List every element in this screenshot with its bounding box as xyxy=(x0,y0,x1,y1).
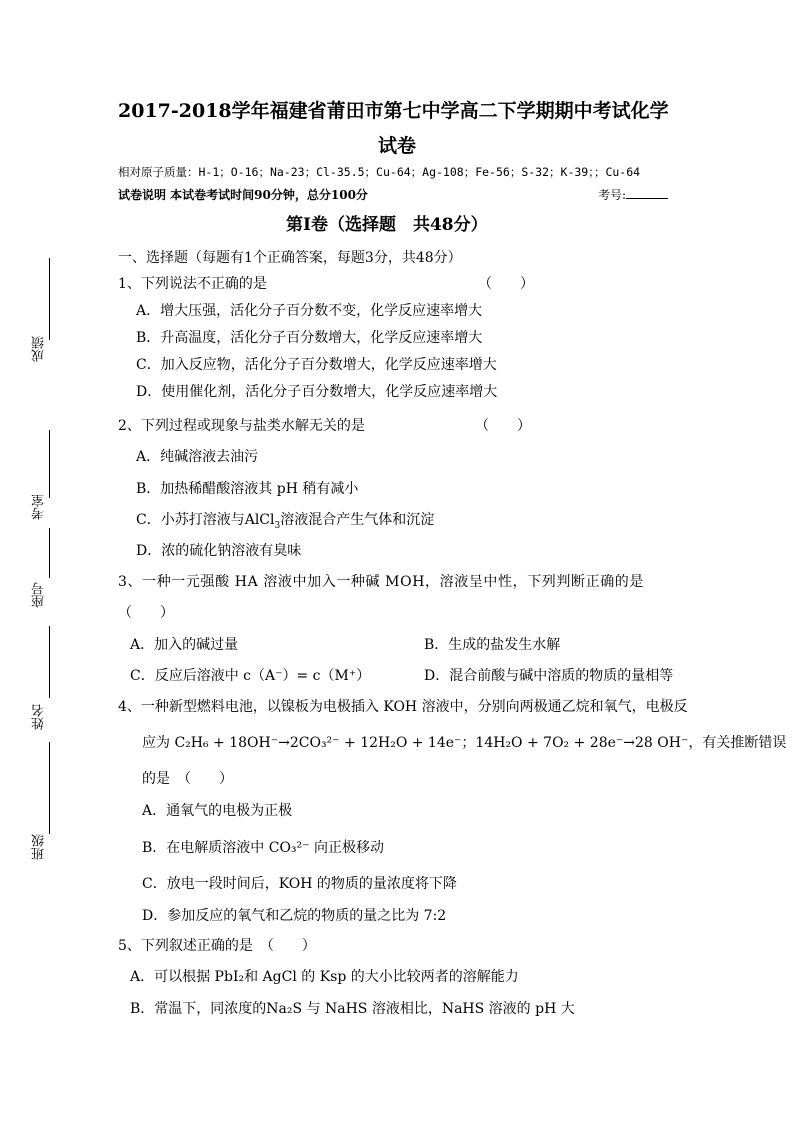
q3-stem: 3、一种一元强酸 HA 溶液中加入一种碱 MOH，溶液呈中性，下列判断正确的是 xyxy=(118,574,644,590)
q5-option-a: A．可以根据 PbI₂和 AgCl 的 Ksp 的大小比较两者的溶解能力 xyxy=(130,969,519,985)
q5-stem: 5、下列叙述正确的是 （ ） xyxy=(118,938,316,954)
q1-stem: 1、下列说法不正确的是 xyxy=(118,276,267,292)
q2-option-d: D．浓的硫化钠溶液有臭味 xyxy=(136,543,302,559)
q2-paren: （ ） xyxy=(475,418,531,434)
q5-option-b: B．常温下，同浓度的Na₂S 与 NaHS 溶液相比，NaHS 溶液的 pH 大 xyxy=(130,1001,575,1017)
q3-option-c: C．反应后溶液中 c（A⁻）= c（M⁺） xyxy=(130,668,371,684)
sidebar-line-class xyxy=(49,742,50,834)
q1-option-d: D．使用催化剂，活化分子百分数增大，化学反应速率增大 xyxy=(136,384,498,400)
q3-option-a: A．加入的碱过量 xyxy=(130,637,239,653)
exam-instructions: 试卷说明 本试卷考试时间90分钟，总分100分 xyxy=(118,188,368,202)
q4-stem-tail: 的是 （ ） xyxy=(142,771,233,787)
q1-option-b: B．升高温度，活化分子百分数增大，化学反应速率增大 xyxy=(136,330,483,346)
q1-paren: （ ） xyxy=(478,276,534,292)
doc-title-line2: 试卷 xyxy=(378,135,417,157)
q2-option-b: B．加热稀醋酸溶液其 pH 稍有减小 xyxy=(136,481,359,497)
exam-number-blank xyxy=(626,186,668,199)
q2-option-c-pre: C．小苏打溶液与AlCl xyxy=(136,512,275,528)
q1-option-c: C．加入反应物，活化分子百分数增大，化学反应速率增大 xyxy=(136,357,497,373)
atomic-masses: 相对原子质量：H-1；O-16；Na-23；Cl-35.5；Cu-64；Ag-108；Fe-56；S-32；K-39；；Cu-64 xyxy=(118,165,641,179)
sidebar-room-label: 考室 xyxy=(32,494,47,520)
sidebar-name-label: 姓名 xyxy=(32,704,47,730)
exam-number-field xyxy=(598,186,668,203)
sidebar-line-name xyxy=(49,626,50,698)
q4-equation-line: 应为 C₂H₆ + 18OH⁻→2CO₃²⁻ + 12H₂O + 14e⁻；14H₂O + 7O₂ + 28e⁻→28 OH⁻，有关推断错误 xyxy=(142,735,787,751)
part1-heading: 一、选择题（每题有1个正确答案，每题3分，共48分） xyxy=(118,250,462,266)
sidebar-seat-label: 座号 xyxy=(32,582,47,608)
q2-option-c-post: 溶液混合产生气体和沉淀 xyxy=(280,512,435,528)
q2-stem: 2、下列过程或现象与盐类水解无关的是 xyxy=(118,418,365,434)
q2-option-c xyxy=(136,509,434,531)
q3-option-b: B．生成的盐发生水解 xyxy=(424,637,561,653)
doc-title-line1: 2017-2018学年福建省莆田市第七中学高二下学期期中考试化学 xyxy=(118,100,669,122)
q2-option-c-sub: 3 xyxy=(274,520,281,531)
sidebar-score-label: 成绩 xyxy=(32,336,47,362)
section-title: 第Ⅰ卷（选择题 共48分） xyxy=(286,215,488,235)
q2-option-a: A．纯碱溶液去油污 xyxy=(136,449,259,465)
q4-option-a: A．通氧气的电极为正极 xyxy=(142,803,293,819)
sidebar-line-seat xyxy=(49,528,50,578)
q1-option-a: A．增大压强，活化分子百分数不变，化学反应速率增大 xyxy=(136,303,483,319)
q3-option-d: D．混合前酸与碱中溶质的物质的量相等 xyxy=(424,668,674,684)
sidebar-class-label: 班级 xyxy=(32,834,47,860)
q4-option-c: C．放电一段时间后，KOH 的物质的量浓度将下降 xyxy=(142,876,457,892)
sidebar-line-score xyxy=(49,258,50,340)
q4-option-d: D．参加反应的氧气和乙烷的物质的量之比为 7:2 xyxy=(142,908,447,924)
q3-paren: （ ） xyxy=(118,605,174,621)
exam-number-label: 考号: xyxy=(598,188,627,202)
q4-stem: 4、一种新型燃料电池，以镍板为电极插入 KOH 溶液中，分别向两极通乙烷和氧气，电极反 xyxy=(118,699,688,715)
sidebar-line-room xyxy=(49,430,50,498)
q4-option-b: B．在电解质溶液中 CO₃²⁻ 向正极移动 xyxy=(142,840,384,856)
